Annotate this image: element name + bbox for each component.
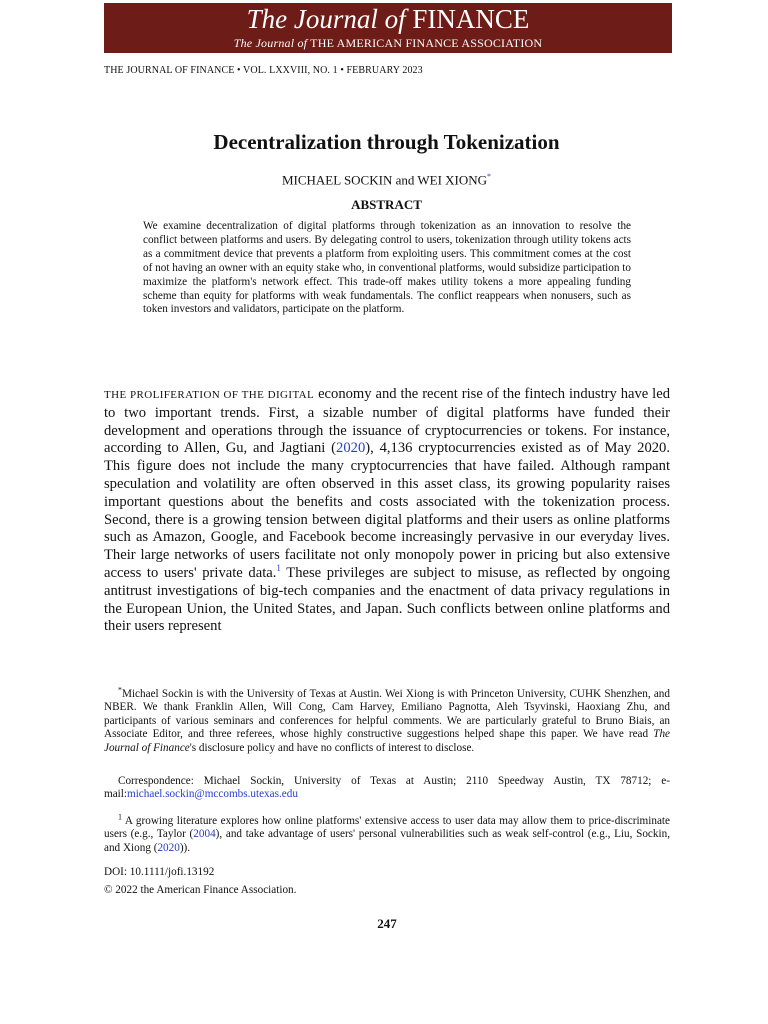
page-number: 247 xyxy=(377,916,397,931)
paper-title: Decentralization through Tokenization xyxy=(213,130,560,154)
body-paragraph: THE PROLIFERATION OF THE DIGITAL economy and the recent rise of the fintech industry have led to two important trends. First, a sizable number of digital platforms have funded their development and operations through the issuance of cryptocurrencies or tokens. For instance, according to Allen, Gu, and Jagtiani (2020), 4,136 cryptocurrencies existed as of May 2020. This figure does not include the many cryptocurrencies that have failed. Although rampant speculation and volatility are often observed in this asset class, its growing popularity raises important questions about the benefits and costs associated with the tokenization process. Second, there is a growing tension between digital platforms and their users as online platforms such as Amazon, Google, and Facebook become increasingly pervasive in our everyday lives. Their large networks of users facilitate not only monopoly power in pricing but also extensive access to users' private data.$^1$ These privileges are subject to misuse, as reflected by ongoing antitrust investigations of big-tech companies and the enactment of data privacy regulations in the European Union, the United States, and Japan. Such conflicts between online platforms and their users represent xyxy=(104,386,671,635)
citation-link[interactable]: 2020 xyxy=(157,841,180,854)
journal-subtitle: The Journal of THE AMERICAN FINANCE ASSOCIATION xyxy=(233,36,543,50)
email-link[interactable]: michael.sockin@mccombs.utexas.edu xyxy=(127,788,298,801)
journal-name: The Journal of FINANCE xyxy=(246,4,530,34)
journal-banner xyxy=(104,3,672,53)
footnote-1-link[interactable]: 1 xyxy=(276,563,281,574)
abstract-text: We examine decentralization of digital platforms through tokenization as an innovation to resolve the conflict between platforms and users. By delegating control to users, tokenization through utility tokens acts as a commitment device that prevents a platform from exploiting users. This commitment comes at the cost of not having an owner with an equity stake who, in conventional platforms, would subsidize participation to maximize the platform's network effect. This trade-off makes utility tokens a more appealing funding scheme than equity for platforms with weak fundamentals. The conflict reappears when nonusers, such as token investors and validators, participate on the platform. xyxy=(143,220,631,316)
citation-link[interactable]: 2004 xyxy=(193,828,216,841)
footnote-1: $^1$ A growing literature explores how online platforms' extensive access to user data may allow them to price-discriminate users (e.g., Taylor (2004), and take advantage of users' personal vulnerabilities such as weak self-control (e.g., Liu, Sockin, and Xiong (2020)). xyxy=(104,812,670,854)
running-head: THE JOURNAL OF FINANCE • VOL. LXXVIII, NO. 1 • FEBRUARY 2023 xyxy=(104,65,423,76)
author-footnote-link[interactable]: * xyxy=(487,172,492,181)
author-footnote: *Michael Sockin is with the University of Texas at Austin. Wei Xiong is with Princeton University, CUHK Shenzhen, and NBER. We thank Franklin Allen, Will Cong, Cam Harvey, Emiliano Pagnotta, Aleh Tsyvinski, Haoxiang Zhu, and participants of various seminars and conferences for helpful comments. We are particularly grateful to Bruno Biais, an Associate Editor, and three referees, whose highly constructive suggestions helped shape this paper. We have read The Journal of Finance's disclosure policy and have no conflicts of interest to disclose. xyxy=(104,685,670,754)
author-names: MICHAEL SOCKIN and WEI XIONG xyxy=(281,172,488,188)
correspondence-note: Correspondence: Michael Sockin, University of Texas at Austin; 2110 Speedway Austin, TX 78712; e-mail:michael.sockin@mccombs.utexas.edu xyxy=(104,775,670,801)
copyright: © 2022 the American Finance Association. xyxy=(104,884,297,896)
citation-link[interactable]: 2020 xyxy=(336,440,366,457)
abstract-heading: ABSTRACT xyxy=(351,197,422,212)
author-line xyxy=(104,168,669,189)
doi: DOI: 10.1111/jofi.13192 xyxy=(104,866,215,878)
lead-small-caps: THE PROLIFERATION OF THE DIGITAL xyxy=(104,389,315,401)
